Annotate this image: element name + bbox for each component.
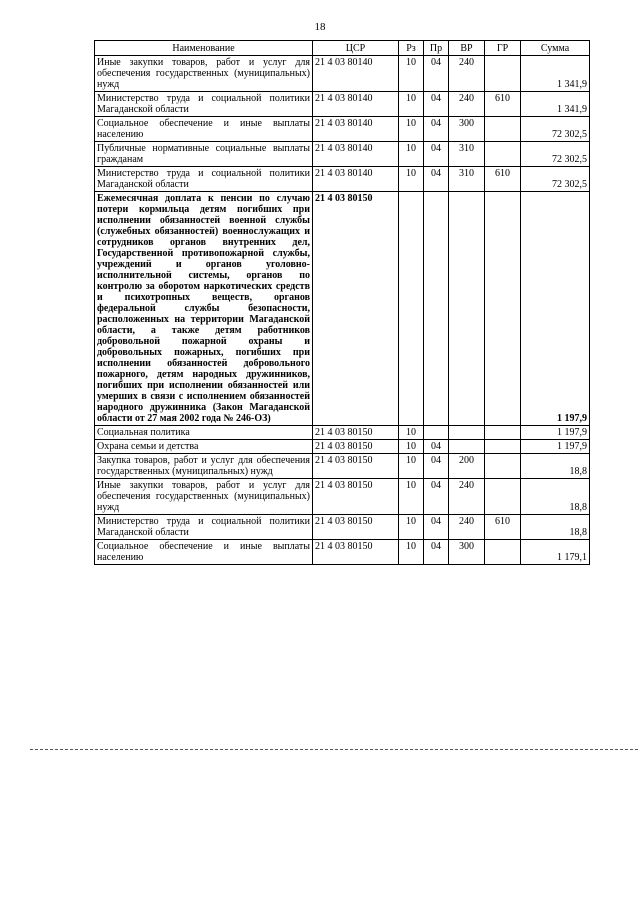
cell-name: Социальное обеспечение и иные выплаты населению: [95, 117, 313, 142]
cell-csr: 21 4 03 80140: [313, 167, 399, 192]
header-gr: ГР: [485, 41, 521, 56]
cell-gr: [485, 426, 521, 440]
cell-csr: 21 4 03 80140: [313, 92, 399, 117]
cell-sum: 72 302,5: [521, 167, 590, 192]
cell-vr: 310: [449, 142, 485, 167]
cell-sum: 1 179,1: [521, 540, 590, 565]
header-sum: Сумма: [521, 41, 590, 56]
cell-gr: [485, 540, 521, 565]
cell-rz: 10: [399, 540, 424, 565]
cell-rz: 10: [399, 426, 424, 440]
page-divider: [30, 749, 638, 750]
cell-csr: 21 4 03 80150: [313, 479, 399, 515]
cell-pr: 04: [424, 167, 449, 192]
page-number: 18: [314, 21, 326, 33]
table-row: [95, 192, 590, 426]
cell-pr: [424, 426, 449, 440]
table-row: [95, 167, 590, 192]
table-row: [95, 92, 590, 117]
cell-pr: 04: [424, 117, 449, 142]
cell-sum: 1 341,9: [521, 92, 590, 117]
table-row: [95, 454, 590, 479]
cell-pr: 04: [424, 515, 449, 540]
cell-sum: 72 302,5: [521, 142, 590, 167]
cell-gr: [485, 192, 521, 426]
table-row: [95, 540, 590, 565]
header-rz: Рз: [399, 41, 424, 56]
table-row: [95, 479, 590, 515]
header-vr: ВР: [449, 41, 485, 56]
cell-sum: 1 197,9: [521, 192, 590, 426]
cell-vr: 240: [449, 92, 485, 117]
cell-rz: 10: [399, 515, 424, 540]
cell-csr: 21 4 03 80140: [313, 142, 399, 167]
budget-table: [94, 40, 590, 565]
cell-rz: 10: [399, 142, 424, 167]
cell-sum: 1 341,9: [521, 56, 590, 92]
cell-name: Иные закупки товаров, работ и услуг для обеспечения государственных (муниципальных) нужд: [95, 56, 313, 92]
cell-gr: [485, 440, 521, 454]
cell-vr: 240: [449, 56, 485, 92]
cell-csr: 21 4 03 80150: [313, 540, 399, 565]
cell-vr: 310: [449, 167, 485, 192]
cell-sum: 18,8: [521, 454, 590, 479]
cell-csr: 21 4 03 80140: [313, 117, 399, 142]
header-pr: Пр: [424, 41, 449, 56]
cell-rz: [399, 192, 424, 426]
cell-vr: 200: [449, 454, 485, 479]
cell-csr: 21 4 03 80150: [313, 192, 399, 426]
cell-rz: 10: [399, 117, 424, 142]
cell-rz: 10: [399, 56, 424, 92]
table-row: [95, 117, 590, 142]
cell-name: Иные закупки товаров, работ и услуг для обеспечения государственных (муниципальных) нужд: [95, 479, 313, 515]
cell-vr: [449, 426, 485, 440]
cell-sum: 18,8: [521, 515, 590, 540]
cell-name: Социальное обеспечение и иные выплаты населению: [95, 540, 313, 565]
cell-gr: 610: [485, 92, 521, 117]
cell-name: Публичные нормативные социальные выплаты гражданам: [95, 142, 313, 167]
table-row: [95, 142, 590, 167]
header-name: Наименование: [95, 41, 313, 56]
cell-name: Социальная политика: [95, 426, 313, 440]
table-row: [95, 56, 590, 92]
header-csr: ЦСР: [313, 41, 399, 56]
cell-vr: [449, 192, 485, 426]
cell-vr: [449, 440, 485, 454]
cell-sum: 72 302,5: [521, 117, 590, 142]
cell-pr: 04: [424, 540, 449, 565]
cell-pr: 04: [424, 142, 449, 167]
cell-gr: [485, 479, 521, 515]
cell-vr: 240: [449, 515, 485, 540]
cell-csr: 21 4 03 80150: [313, 454, 399, 479]
cell-pr: [424, 192, 449, 426]
cell-rz: 10: [399, 454, 424, 479]
cell-csr: 21 4 03 80150: [313, 515, 399, 540]
cell-gr: [485, 454, 521, 479]
table-row: [95, 515, 590, 540]
cell-name: Охрана семьи и детства: [95, 440, 313, 454]
cell-rz: 10: [399, 440, 424, 454]
cell-vr: 300: [449, 117, 485, 142]
cell-gr: 610: [485, 515, 521, 540]
cell-name: Министерство труда и социальной политики Магаданской области: [95, 92, 313, 117]
cell-name: Министерство труда и социальной политики Магаданской области: [95, 515, 313, 540]
cell-pr: 04: [424, 92, 449, 117]
cell-pr: 04: [424, 454, 449, 479]
cell-rz: 10: [399, 92, 424, 117]
cell-sum: 18,8: [521, 479, 590, 515]
cell-gr: 610: [485, 167, 521, 192]
cell-rz: 10: [399, 167, 424, 192]
cell-vr: 300: [449, 540, 485, 565]
cell-rz: 10: [399, 479, 424, 515]
table-row: [95, 426, 590, 440]
cell-csr: 21 4 03 80150: [313, 440, 399, 454]
cell-sum: 1 197,9: [521, 426, 590, 440]
cell-gr: [485, 56, 521, 92]
cell-sum: 1 197,9: [521, 440, 590, 454]
table-header-row: [95, 41, 590, 56]
cell-pr: 04: [424, 56, 449, 92]
cell-csr: 21 4 03 80150: [313, 426, 399, 440]
cell-name: Министерство труда и социальной политики Магаданской области: [95, 167, 313, 192]
cell-name: Ежемесячная доплата к пенсии по случаю потери кормильца детям погибших при исполнении обязанностей военной службы (служебных обязанностей) военнослужащих и сотрудников органов внутренних дел, Государственной противопожарной службы, учреждений и органов уголовно-исполнительной системы, органов по контролю за оборотом наркотических средств и психотропных веществ, органов федеральной службы безопасности, расположенных на территории Магаданской области, а также детям работников добровольной пожарной охраны и добровольных пожарных, погибших при исполнении обязанностей добровольного пожарного, детям народных дружинников, погибших при исполнении обязанностей или умерших в связи с исполнением обязанностей народного дружинника (Закон Магаданской области от 27 мая 2002 года № 246-ОЗ): [95, 192, 313, 426]
cell-vr: 240: [449, 479, 485, 515]
cell-pr: 04: [424, 479, 449, 515]
cell-pr: 04: [424, 440, 449, 454]
cell-csr: 21 4 03 80140: [313, 56, 399, 92]
cell-gr: [485, 117, 521, 142]
cell-gr: [485, 142, 521, 167]
table-row: [95, 440, 590, 454]
cell-name: Закупка товаров, работ и услуг для обеспечения государственных (муниципальных) нужд: [95, 454, 313, 479]
